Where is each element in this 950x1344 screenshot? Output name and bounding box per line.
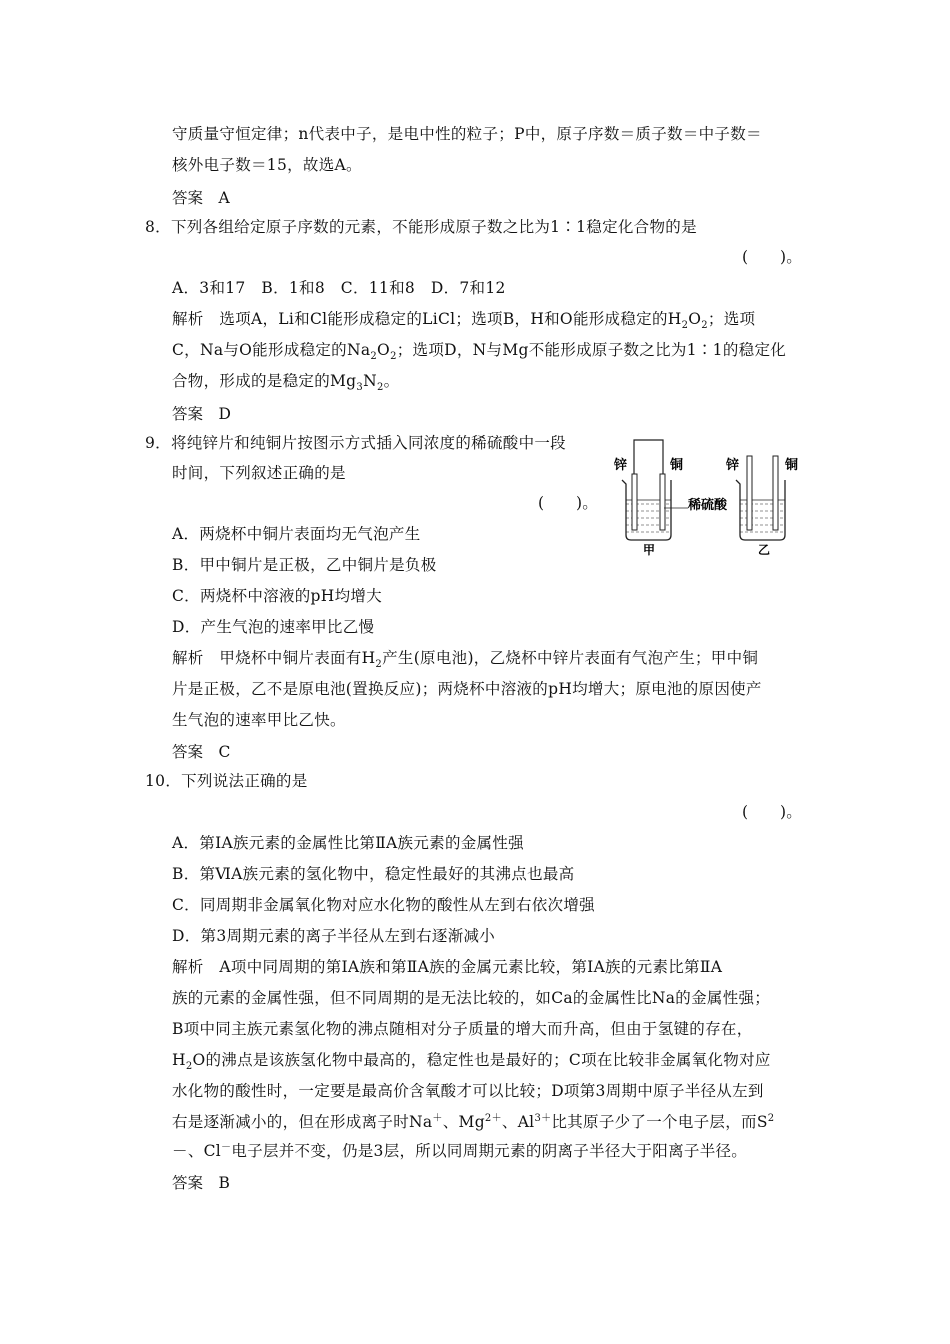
option-d: D．产生气泡的速率甲比乙慢 [172, 618, 375, 636]
answer-bracket: ( )。 [742, 803, 803, 821]
option-b: B．第ⅥA族元素的氢化物中，稳定性最好的其沸点也最高 [172, 865, 575, 883]
option-c: C．同周期非金属氧化物对应水化物的酸性从左到右依次增强 [172, 896, 595, 914]
copper-plate [773, 456, 778, 530]
question-stem: 8．下列各组给定原子序数的元素，不能形成原子数之比为1∶1稳定化合物的是 [145, 218, 697, 236]
explanation-line: C，Na与O能形成稳定的$Na_2O_2$；选项D，N与Mg不能形成原子数之比为1∶1的稳定化 [172, 341, 787, 363]
explanation-line: 族的元素的金属性强，但不同周期的是无法比较的，如Ca的金属性比Na的金属性强； [172, 989, 771, 1007]
option-a: A．两烧杯中铜片表面均无气泡产生 [172, 525, 421, 543]
explanation-line: $H_2O$的沸点是该族氢化物中最高的，稳定性也是最好的；C项在比较非金属氧化物对应 [172, 1051, 771, 1073]
zinc-plate [747, 456, 752, 530]
options-line: A．3和17 B．1和8 C．11和8 D．7和12 [172, 279, 506, 297]
explanation-line: 右是逐渐减小的，但在形成离子时Na＋、$Mg^{2+}$、$Al^{3+}$比其原子少了一个电子层，而$S^2$ [172, 1112, 775, 1131]
option-d: D．第3周期元素的离子半径从左到右逐渐减小 [172, 927, 496, 945]
option-a: A．第ⅠA族元素的金属性比第ⅡA族元素的金属性强 [172, 834, 524, 852]
copper-plate [660, 474, 665, 530]
question-stem: 10．下列说法正确的是 [145, 772, 308, 790]
explanation-line: －、Cl－电子层并不变，仍是3层，所以同周期元素的阴离子半径大于阳离子半径。 [172, 1141, 748, 1160]
text-line: 核外电子数＝15，故选A。 [172, 156, 362, 174]
explanation-line: 片是正极，乙不是原电池(置换反应)；两烧杯中溶液的pH均增大；原电池的原因使产 [172, 680, 762, 698]
label-zinc-yi: 锌 [726, 458, 740, 473]
label-copper-yi: 铜 [785, 458, 799, 473]
answer: 答案 D [172, 405, 231, 423]
answer: 答案 C [172, 743, 231, 761]
label-yi: 乙 [758, 543, 771, 556]
question-stem: 9．将纯锌片和纯铜片按图示方式插入同浓度的稀硫酸中一段 [145, 434, 566, 452]
question-stem: 时间，下列叙述正确的是 [172, 464, 346, 482]
beaker-diagram [612, 436, 812, 556]
answer-bracket: ( )。 [742, 248, 803, 266]
label-copper-jia: 铜 [670, 458, 684, 473]
connecting-wire [634, 440, 663, 474]
answer: 答案 B [172, 1174, 230, 1192]
explanation-line: 解析 甲烧杯中铜片表面有$H_2$产生(原电池)，乙烧杯中锌片表面有气泡产生；甲中铜 [172, 649, 759, 671]
option-b: B．甲中铜片是正极，乙中铜片是负极 [172, 556, 437, 574]
option-c: C．两烧杯中溶液的pH均增大 [172, 587, 382, 605]
explanation-line: 生气泡的速率甲比乙快。 [172, 711, 346, 729]
text-line: 守质量守恒定律；n代表中子，是电中性的粒子；P中，原子序数＝质子数＝中子数＝ [172, 125, 762, 143]
label-acid: 稀硫酸 [688, 498, 728, 513]
explanation-line: 水化物的酸性时，一定要是最高价含氧酸才可以比较；D项第3周期中原子半径从左到 [172, 1082, 764, 1100]
zinc-plate [632, 474, 637, 530]
explanation-line: B项中同主族元素氢化物的沸点随相对分子质量的增大而升高，但由于氢键的存在， [172, 1020, 753, 1038]
explanation-line: 合物，形成的是稳定的$Mg_3N_2$。 [172, 372, 400, 394]
label-jia: 甲 [643, 543, 656, 556]
explanation-line: 解析 A项中同周期的第ⅠA族和第ⅡA族的金属元素比较，第ⅠA族的元素比第ⅡA [172, 958, 723, 976]
label-zinc-jia: 锌 [614, 458, 628, 473]
answer: 答案 A [172, 189, 230, 207]
answer-bracket: ( )。 [538, 494, 599, 512]
explanation-line: 解析 选项A，Li和Cl能形成稳定的LiCl；选项B，H和O能形成稳定的$H_2O_2$；选项 [172, 310, 756, 332]
